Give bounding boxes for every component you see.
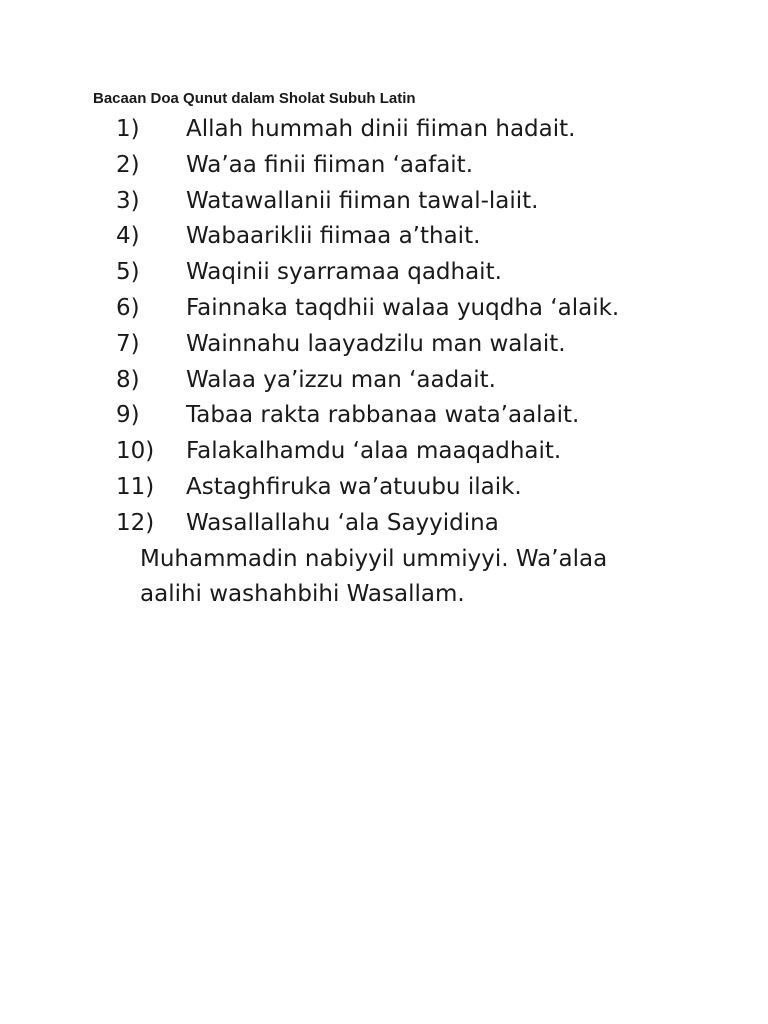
item-number: 1) bbox=[116, 116, 140, 142]
item-number: 12) bbox=[116, 509, 155, 536]
list-item-11 bbox=[0, 470, 768, 506]
item-text: Allah hummah dinii fiiman hadait. bbox=[186, 116, 576, 142]
list-item-9 bbox=[0, 398, 768, 434]
item-number: 10) bbox=[116, 438, 155, 465]
document-title: Bacaan Doa Qunut dalam Sholat Subuh Latin bbox=[93, 90, 416, 107]
item-number: 11) bbox=[116, 473, 155, 500]
item-text: Wainnahu laayadzilu man walait. bbox=[186, 330, 566, 357]
item-text: Wabaariklii fiimaa a’thait. bbox=[186, 223, 481, 250]
item-text: Walaa ya’izzu man ‘aadait. bbox=[186, 366, 496, 393]
item-number: 9) bbox=[116, 402, 140, 429]
item-text: Watawallanii fiiman tawal-laiit. bbox=[186, 187, 539, 214]
item-text-continuation: Muhammadin nabiyyil ummiyyi. Wa’alaa bbox=[140, 545, 608, 572]
item-number: 3) bbox=[116, 187, 140, 214]
item-number: 2) bbox=[116, 151, 140, 178]
item-text: Tabaa rakta rabbanaa wata’aalait. bbox=[186, 402, 580, 429]
list-item-12 bbox=[0, 506, 768, 613]
list-item-3 bbox=[0, 184, 768, 220]
list-item-6 bbox=[0, 291, 768, 327]
prayer-list bbox=[0, 112, 768, 613]
item-number: 5) bbox=[116, 259, 140, 286]
list-item-8 bbox=[0, 363, 768, 399]
item-number: 6) bbox=[116, 294, 140, 321]
list-item-7 bbox=[0, 327, 768, 363]
item-number: 7) bbox=[116, 330, 140, 357]
item-text: Falakalhamdu ‘alaa maaqadhait. bbox=[186, 438, 562, 465]
item-number: 8) bbox=[116, 366, 140, 393]
list-item-1 bbox=[0, 112, 768, 148]
list-item-10 bbox=[0, 434, 768, 470]
list-item-2 bbox=[0, 148, 768, 184]
item-text: Astaghfiruka wa’atuubu ilaik. bbox=[186, 473, 522, 500]
list-item-5 bbox=[0, 255, 768, 291]
item-text-continuation: aalihi washahbihi Wasallam. bbox=[140, 581, 465, 608]
item-text: Waqinii syarramaa qadhait. bbox=[186, 259, 502, 286]
list-item-4 bbox=[0, 219, 768, 255]
item-text: Wasallallahu ‘ala Sayyidina bbox=[186, 509, 499, 536]
item-text: Fainnaka taqdhii walaa yuqdha ‘alaik. bbox=[186, 294, 620, 321]
item-text: Wa’aa finii fiiman ‘aafait. bbox=[186, 151, 474, 178]
item-number: 4) bbox=[116, 223, 140, 250]
